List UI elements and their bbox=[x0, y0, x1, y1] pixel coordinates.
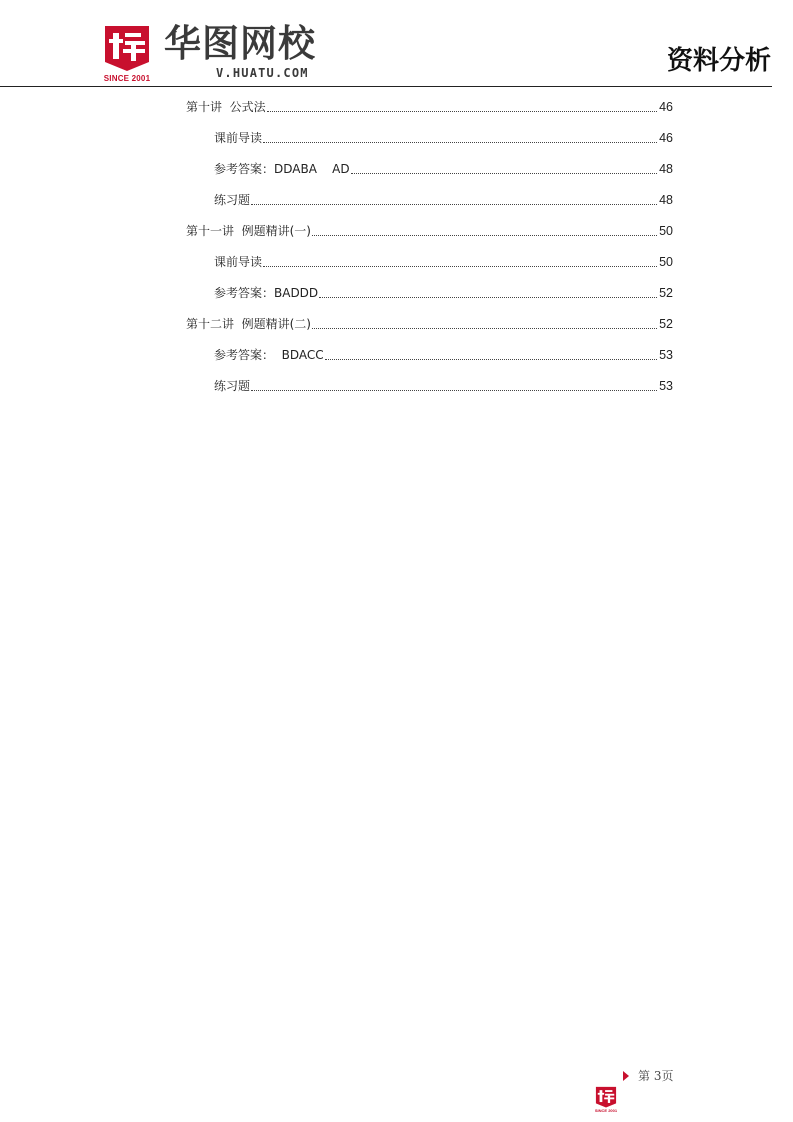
toc-leader-dots bbox=[263, 141, 657, 143]
header-divider bbox=[0, 86, 772, 87]
toc-leader-dots bbox=[251, 389, 657, 391]
toc-entry-page: 46 bbox=[659, 131, 673, 145]
arrow-right-icon bbox=[623, 1071, 629, 1081]
toc-entry-label: 参考答案：BADDD bbox=[214, 286, 319, 300]
toc-entry-page: 53 bbox=[659, 348, 673, 362]
toc-leader-dots bbox=[263, 265, 657, 267]
toc-entry[interactable] bbox=[214, 158, 673, 180]
toc-entry[interactable] bbox=[186, 220, 673, 242]
toc-entry-page: 48 bbox=[659, 193, 673, 207]
toc-entry-page: 50 bbox=[659, 255, 673, 269]
brand-name: 华图网校 bbox=[164, 22, 316, 65]
toc-leader-dots bbox=[267, 110, 657, 112]
brand-url: V.HUATU.COM bbox=[216, 66, 309, 80]
toc-entry-label: 练习题 bbox=[214, 193, 251, 207]
toc-entry-page: 50 bbox=[659, 224, 673, 238]
toc-entry-page: 53 bbox=[659, 379, 673, 393]
toc-entry-label: 第十讲 公式法 bbox=[186, 100, 266, 114]
toc-entry-label: 课前导读 bbox=[214, 131, 263, 145]
toc-leader-dots bbox=[251, 203, 657, 205]
toc-entry-label: 第十一讲 例题精讲(一) bbox=[186, 224, 311, 238]
toc-leader-dots bbox=[325, 358, 657, 360]
toc-entry-page: 52 bbox=[659, 317, 673, 331]
toc-entry[interactable] bbox=[214, 189, 673, 211]
toc-entry[interactable] bbox=[214, 251, 673, 273]
section-title: 资料分析 bbox=[666, 46, 771, 76]
footer-logo-since: SINCE 2001 bbox=[594, 1108, 618, 1113]
page-header bbox=[0, 0, 793, 90]
toc-entry[interactable] bbox=[214, 375, 673, 397]
huatu-logo-icon bbox=[103, 24, 151, 72]
toc-entry-label: 第十二讲 例题精讲(二) bbox=[186, 317, 311, 331]
toc-entry[interactable] bbox=[214, 344, 673, 366]
toc-entry-label: 练习题 bbox=[214, 379, 251, 393]
huatu-logo-icon bbox=[595, 1086, 617, 1108]
toc-entry-label: 课前导读 bbox=[214, 255, 263, 269]
toc-leader-dots bbox=[312, 327, 657, 329]
toc-leader-dots bbox=[351, 172, 657, 174]
toc-entry[interactable] bbox=[186, 313, 673, 335]
toc-entry[interactable] bbox=[214, 282, 673, 304]
page-number: 第 3页 bbox=[638, 1069, 674, 1083]
toc-entry-label: 参考答案： BDACC bbox=[214, 348, 324, 362]
toc-leader-dots bbox=[319, 296, 657, 298]
toc-leader-dots bbox=[312, 234, 657, 236]
toc-entry-page: 48 bbox=[659, 162, 673, 176]
logo-since-text: SINCE 2001 bbox=[103, 74, 151, 83]
toc-entry-label: 参考答案：DDABA AD bbox=[214, 162, 350, 176]
toc-entry[interactable] bbox=[186, 96, 673, 118]
toc-entry[interactable] bbox=[214, 127, 673, 149]
toc-entry-page: 52 bbox=[659, 286, 673, 300]
toc-entry-page: 46 bbox=[659, 100, 673, 114]
